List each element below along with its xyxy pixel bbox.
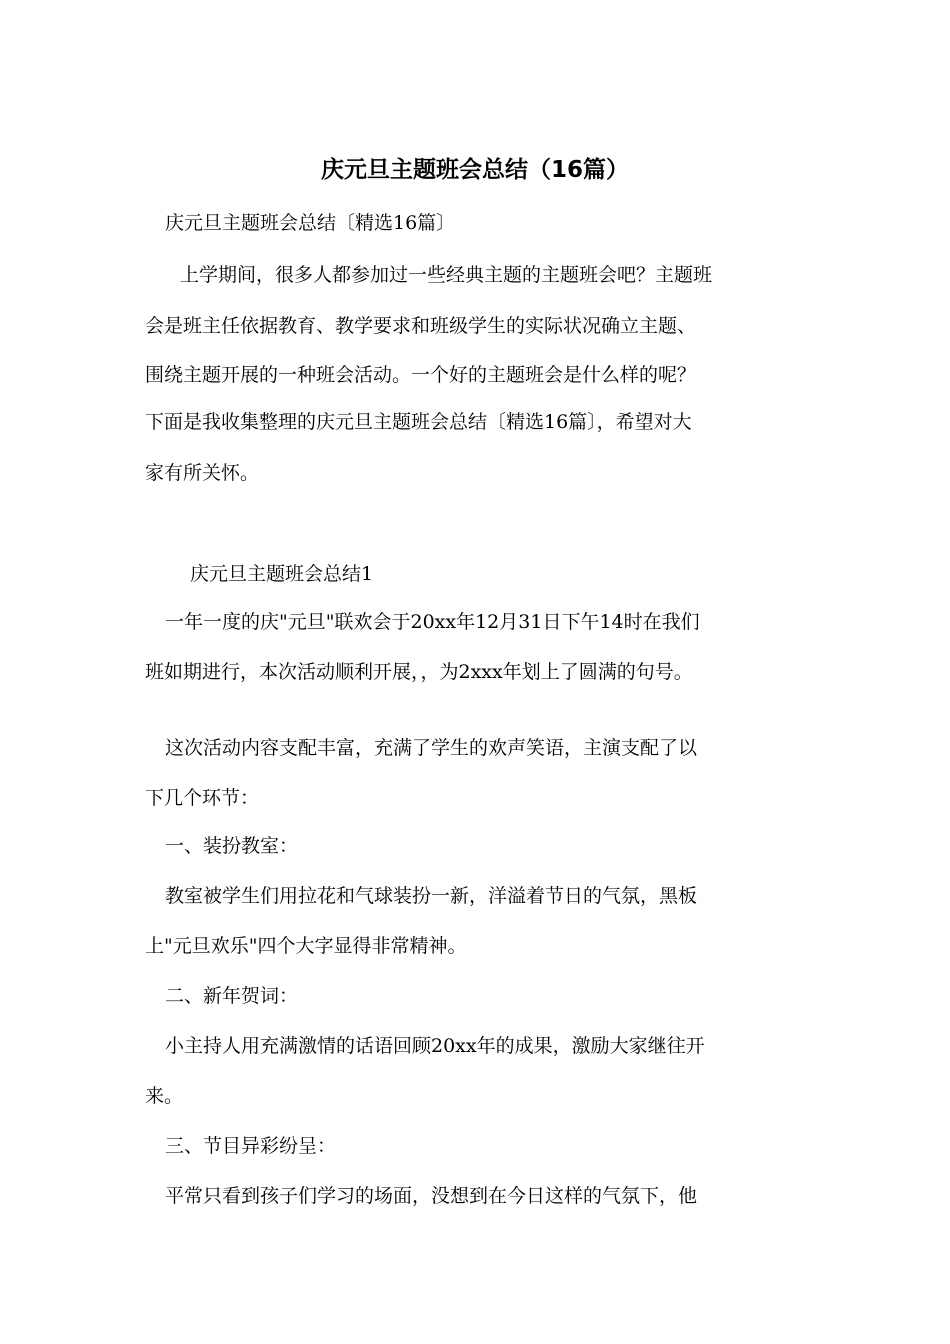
document-title: 庆元旦主题班会总结（16篇）: [320, 157, 629, 183]
paragraph-line: 教室被学生们用拉花和气球装扮一新，洋溢着节日的气氛，黑板: [165, 885, 698, 907]
intro-line: 下面是我收集整理的庆元旦主题班会总结〔精选16篇〕，希望对大: [145, 411, 692, 433]
item-heading: 二、新年贺词：: [165, 985, 299, 1007]
document-subtitle: 庆元旦主题班会总结〔精选16篇〕: [165, 212, 456, 234]
paragraph-line: 小主持人用充满激情的话语回顾20xx年的成果，激励大家继往开: [165, 1035, 705, 1057]
paragraph-line: 平常只看到孩子们学习的场面，没想到在今日这样的气氛下，他: [165, 1185, 698, 1207]
intro-line: 围绕主题开展的一种班会活动。一个好的主题班会是什么样的呢？: [145, 364, 697, 386]
paragraph-line: 下几个环节：: [145, 787, 260, 809]
paragraph-line: 班如期进行，本次活动顺利开展，，为2xxx年划上了圆满的句号。: [145, 661, 693, 683]
intro-line: 家有所关怀。: [145, 462, 260, 484]
paragraph-line: 上"元旦欢乐"四个大字显得非常精神。: [145, 935, 467, 957]
intro-line: 上学期间，很多人都参加过一些经典主题的主题班会吧？主题班: [180, 264, 713, 286]
intro-line: 会是班主任依据教育、教学要求和班级学生的实际状况确立主题、: [145, 315, 697, 337]
paragraph-line: 这次活动内容支配丰富，充满了学生的欢声笑语，主演支配了以: [165, 737, 698, 759]
item-heading: 一、装扮教室：: [165, 835, 299, 857]
item-heading: 三、节目异彩纷呈：: [165, 1135, 337, 1157]
paragraph-line: 一年一度的庆"元旦"联欢会于20xx年12月31日下午14时在我们: [165, 611, 700, 633]
paragraph-line: 来。: [145, 1085, 184, 1107]
section-heading: 庆元旦主题班会总结1: [190, 563, 374, 585]
